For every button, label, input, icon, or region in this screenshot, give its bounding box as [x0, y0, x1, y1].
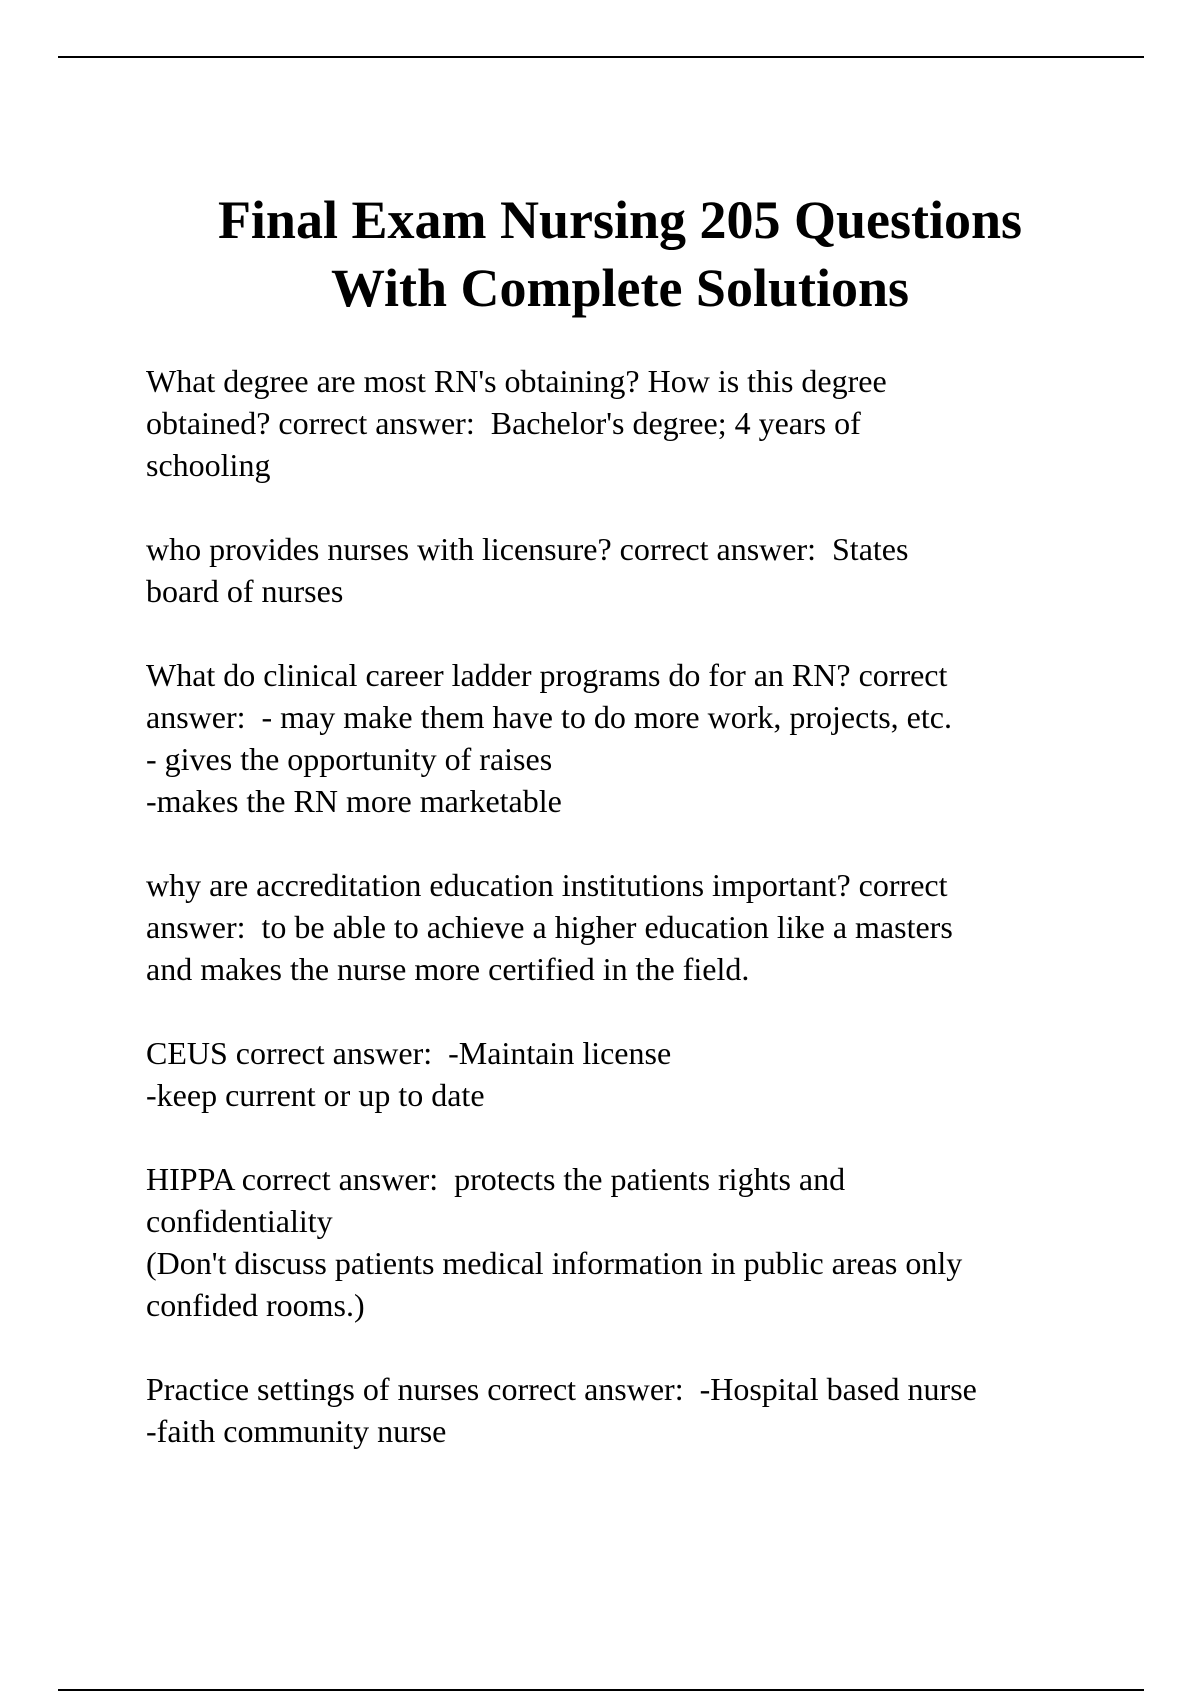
qa-line: -makes the RN more marketable — [146, 783, 562, 819]
qa-item-career-ladder — [146, 654, 1146, 822]
qa-line: why are accreditation education institutions important? correct — [146, 867, 948, 903]
qa-line: -faith community nurse — [146, 1413, 447, 1449]
qa-line: CEUS correct answer: -Maintain license — [146, 1035, 672, 1071]
qa-item-accreditation — [146, 864, 1146, 990]
top-divider — [58, 56, 1144, 58]
qa-line: - gives the opportunity of raises — [146, 741, 553, 777]
qa-item-practice-settings — [146, 1368, 1146, 1452]
qa-item-licensure — [146, 528, 1146, 612]
qa-line: (Don't discuss patients medical information in public areas only — [146, 1245, 963, 1281]
qa-line: HIPPA correct answer: protects the patients rights and — [146, 1161, 846, 1197]
qa-item-hippa — [146, 1158, 1146, 1326]
qa-line: obtained? correct answer: Bachelor's degree; 4 years of — [146, 405, 861, 441]
qa-line: answer: - may make them have to do more work, projects, etc. — [146, 699, 952, 735]
qa-line: and makes the nurse more certified in the field. — [146, 951, 750, 987]
qa-line: answer: to be able to achieve a higher education like a masters — [146, 909, 953, 945]
qa-list — [146, 360, 1146, 1494]
qa-line: confidentiality — [146, 1203, 333, 1239]
qa-item-ceus — [146, 1032, 1146, 1116]
qa-line: who provides nurses with licensure? correct answer: States — [146, 531, 909, 567]
qa-item-degree — [146, 360, 1146, 486]
qa-line: schooling — [146, 447, 271, 483]
bottom-divider — [58, 1689, 1144, 1691]
qa-line: -keep current or up to date — [146, 1077, 485, 1113]
qa-line: confided rooms.) — [146, 1287, 365, 1323]
qa-line: What do clinical career ladder programs do for an RN? correct — [146, 657, 948, 693]
title-line-1: Final Exam Nursing 205 Questions — [217, 190, 1023, 250]
qa-line: Practice settings of nurses correct answer: -Hospital based nurse — [146, 1371, 977, 1407]
title-line-2: With Complete Solutions — [330, 258, 910, 318]
qa-line: board of nurses — [146, 573, 344, 609]
qa-line: What degree are most RN's obtaining? How is this degree — [146, 363, 887, 399]
document-title — [80, 186, 1160, 322]
